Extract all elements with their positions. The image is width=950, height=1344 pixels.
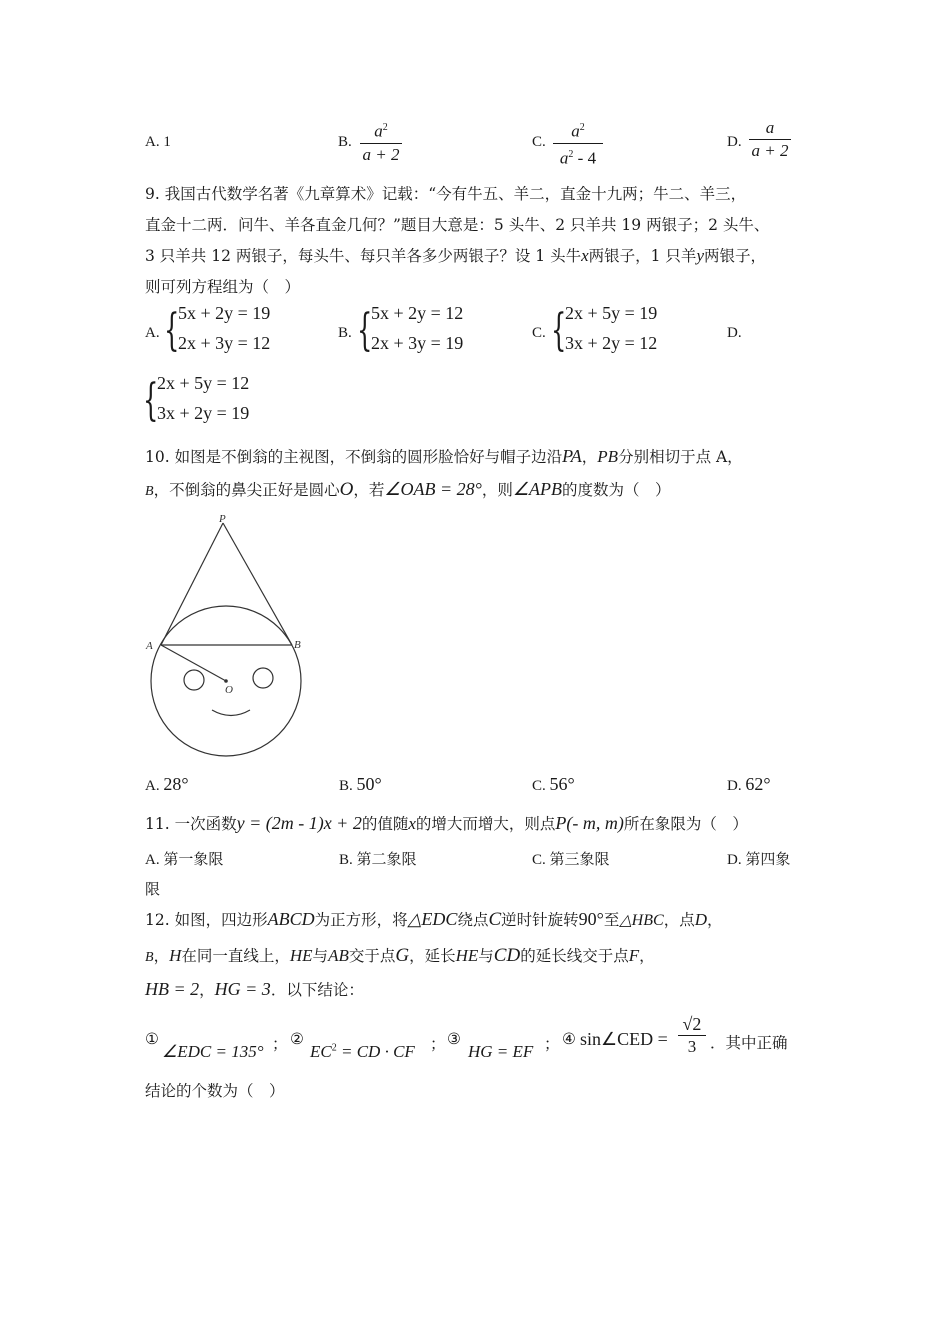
q8-option-b-fraction: $a^2$ a + 2 (358, 117, 404, 166)
label-o: O (225, 684, 233, 696)
q8-option-d-label[interactable]: D. (727, 134, 742, 150)
conclusion-4: sin∠CED = (580, 1029, 668, 1049)
line-pb (223, 523, 292, 645)
left-eye (184, 670, 204, 690)
smile (212, 710, 250, 716)
q8-option-b-label[interactable]: B. (338, 134, 352, 150)
conclusion-1-marker: ① (145, 1030, 159, 1048)
q11-option-d[interactable]: D. 第四象 (727, 852, 791, 868)
conclusion-4-marker: ④ (562, 1030, 576, 1048)
line-ao (161, 645, 226, 681)
q12-line-5: 结论的个数为（ ） (145, 1082, 285, 1100)
q9-line-3: 3 只羊共 12 两银子，每头牛、每只羊各多少两银子？设 1 头牛x两银子，1 只羊y两银子， (145, 246, 766, 265)
label-b: B (294, 639, 301, 651)
conclusion-2: $EC^2$ = CD · CF (310, 1042, 415, 1061)
q8-option-d-fraction: a a + 2 (747, 117, 793, 162)
conclusion-3-marker: ③ (447, 1030, 461, 1048)
q8-option-c-label[interactable]: C. (532, 134, 546, 150)
sep-1: ； (272, 1035, 288, 1053)
q8-option-c-fraction: $a^2$ $a^2 - 4$ (552, 117, 604, 169)
q11-option-c[interactable]: C. 第三象限 (532, 852, 610, 868)
q9-option-d-label[interactable]: D. (727, 325, 742, 341)
tumbler-figure (140, 505, 320, 765)
q11-option-a[interactable]: A. 第一象限 (145, 852, 224, 868)
q10-line-1: 10. 如图是不倒翁的主视图，不倒翁的圆形脸恰好与帽子边沿PA，PB分别相切于点 A， (145, 446, 743, 466)
sep-2: ； (430, 1035, 446, 1053)
q12-line-1: 12. 如图，四边形ABCD为正方形，将△EDC绕点C逆时针旋转90°至△HBC，点D， (145, 909, 723, 930)
q11-option-b[interactable]: B. 第二象限 (339, 852, 417, 868)
label-a: A (146, 640, 153, 652)
q8-option-a[interactable]: A. 1 (145, 134, 171, 150)
line-pa (161, 523, 223, 645)
q12-line-4-end: ．其中正确 (710, 1034, 788, 1052)
q9-line-2: 直金十二两．问牛、羊各直金几何？”题目大意是：5 头牛、2 只羊共 19 两银子；2 头牛、 (145, 216, 770, 234)
q12-line-3: HB = 2，HG = 3．以下结论： (145, 979, 364, 999)
label-p: P (219, 513, 226, 525)
q10-option-b[interactable]: B. 50° (339, 774, 382, 794)
q10-option-d[interactable]: D. 62° (727, 774, 771, 794)
conclusion-4-fraction: √2 3 (676, 1013, 708, 1058)
q9-option-a-label[interactable]: A. (145, 325, 160, 341)
conclusion-3: HG = EF (468, 1042, 534, 1061)
q10-option-a[interactable]: A. 28° (145, 774, 189, 794)
q9-option-b-label[interactable]: B. (338, 325, 352, 341)
right-eye (253, 668, 273, 688)
q9-option-c-system: { 2x + 5y = 19 3x + 2y = 12 (551, 303, 658, 356)
q9-line-1: 9. 我国古代数学名著《九章算术》记载：“今有牛五、羊二，直金十九两；牛二、羊三， (145, 185, 747, 203)
q11-option-d-wrap: 限 (145, 882, 161, 898)
q11-line-1: 11. 一次函数y = (2m - 1)x + 2的值随x的增大而增大，则点P(- m, m)所在象限为（ ） (145, 813, 748, 833)
sep-3: ； (544, 1035, 560, 1053)
q9-line-4: 则可列方程组为（ ） (145, 278, 301, 296)
q10-option-c[interactable]: C. 56° (532, 774, 575, 794)
center-point (224, 679, 228, 683)
conclusion-1: ∠EDC = 135° (162, 1042, 264, 1061)
q12-line-2: B，H在同一直线上，HE与AB交于点G，延长HE与CD的延长线交于点F， (145, 945, 655, 966)
q9-option-d-system: { 2x + 5y = 12 3x + 2y = 19 (143, 373, 250, 426)
q9-option-a-system: { 5x + 2y = 19 2x + 3y = 12 (164, 303, 271, 356)
q10-line-2: B，不倒翁的鼻尖正好是圆心O，若∠OAB = 28°，则∠APB的度数为（ ） (145, 479, 671, 500)
conclusion-2-marker: ② (290, 1030, 304, 1048)
q9-option-c-label[interactable]: C. (532, 325, 546, 341)
q9-option-b-system: { 5x + 2y = 12 2x + 3y = 19 (357, 303, 464, 356)
